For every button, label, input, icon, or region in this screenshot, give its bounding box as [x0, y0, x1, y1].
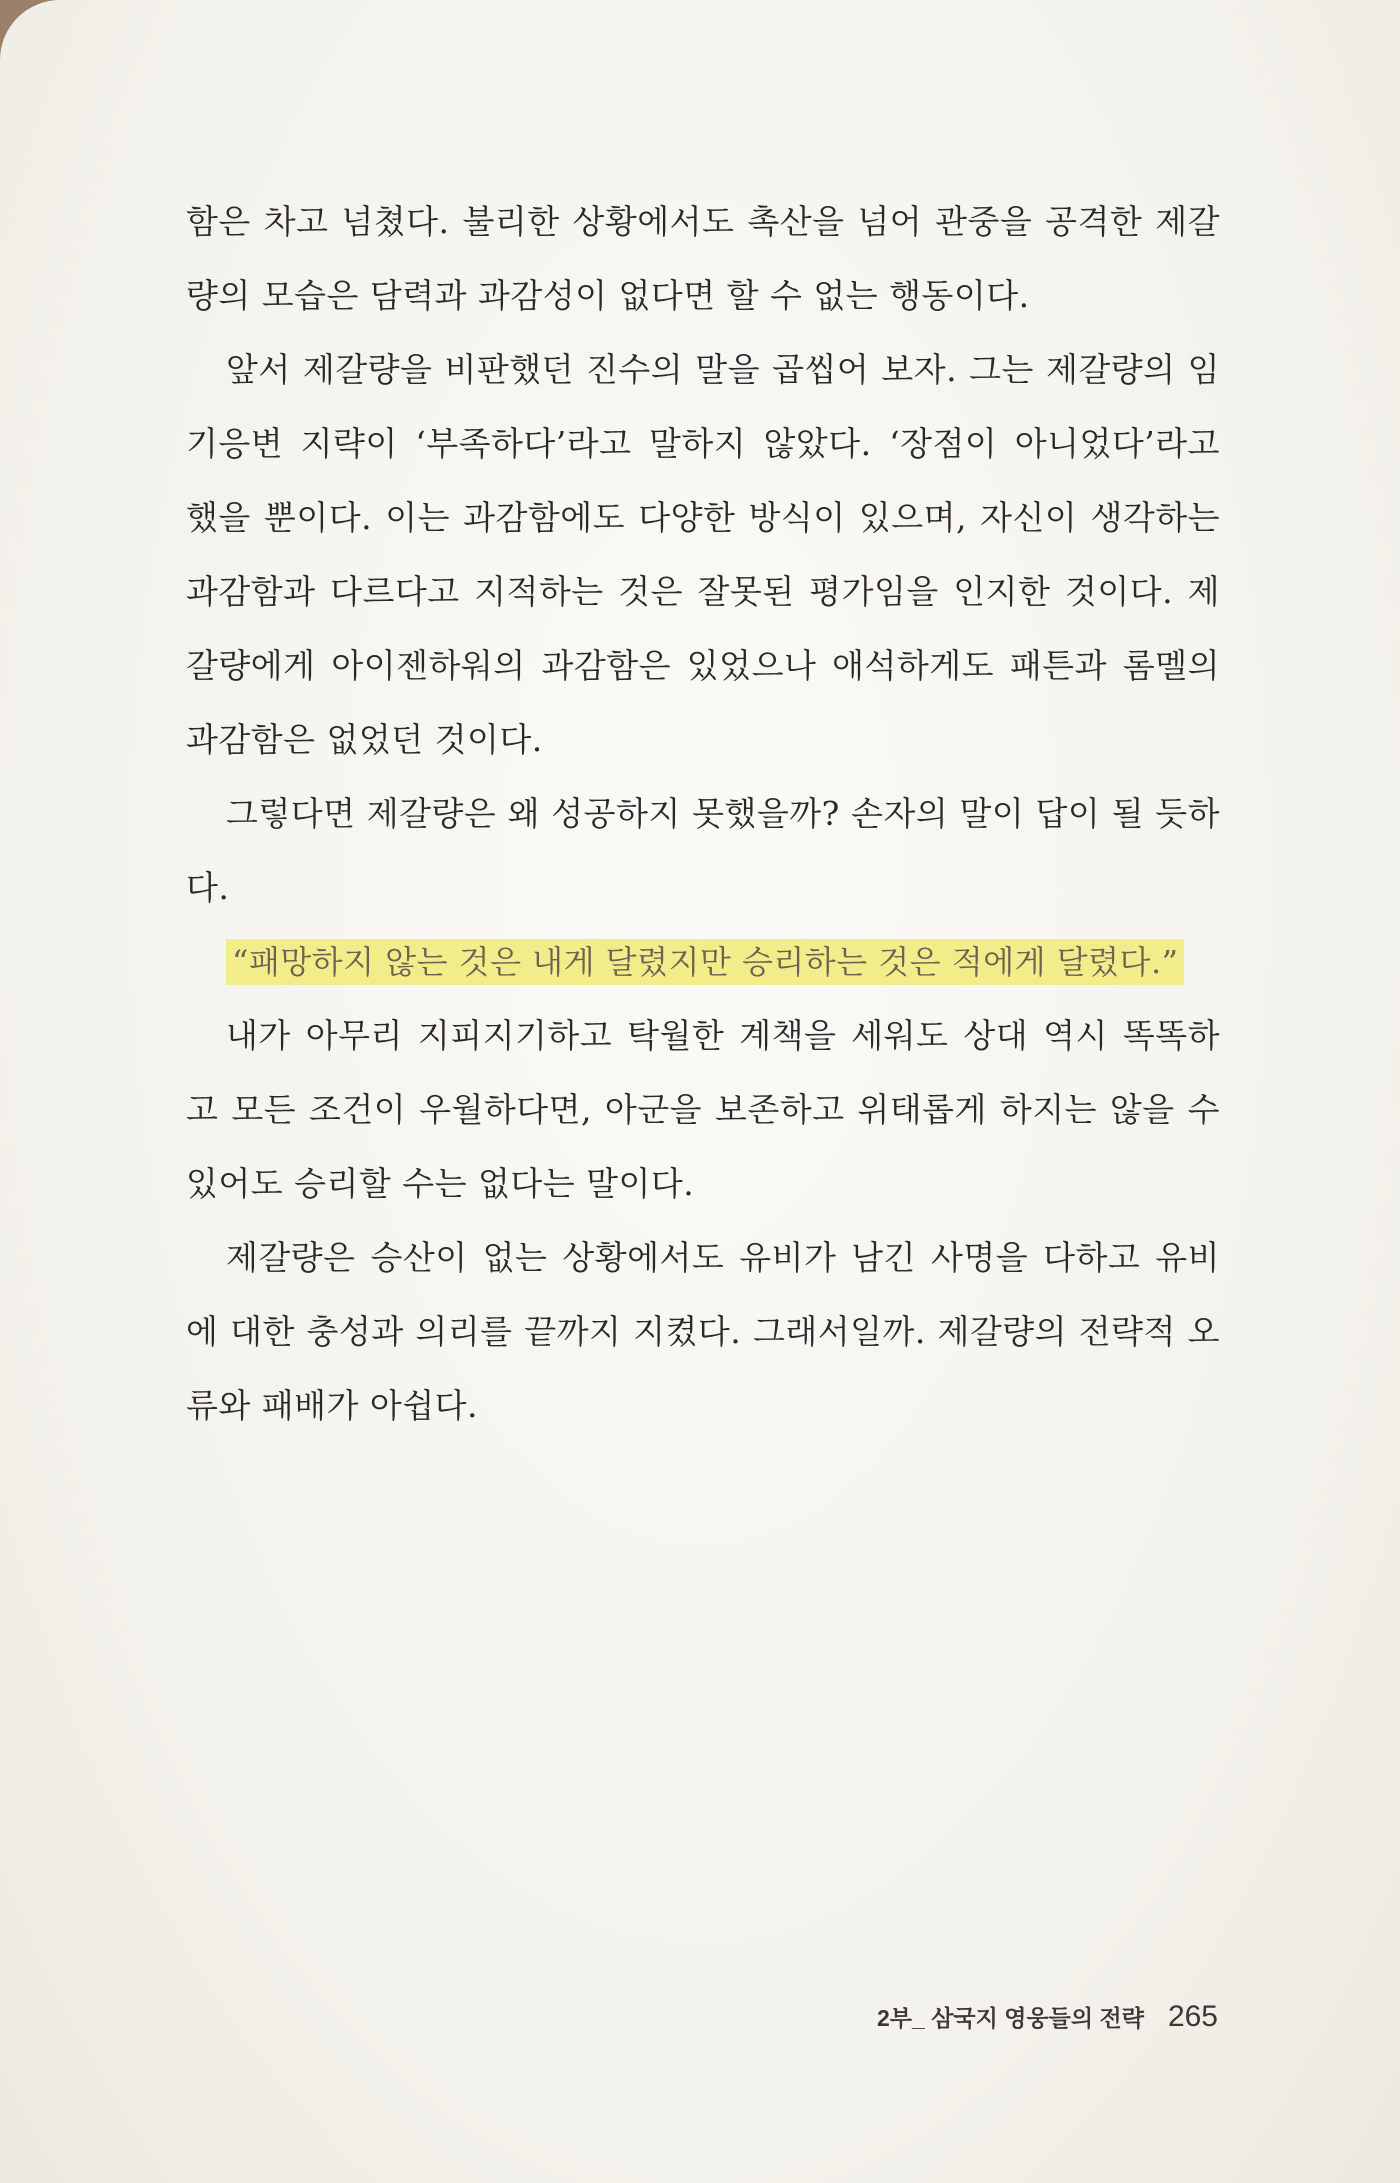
section-title: 2부_ 삼국지 영웅들의 전략	[877, 2005, 1144, 2031]
paragraph-3: 그렇다면 제갈량은 왜 성공하지 못했을까? 손자의 말이 답이 될 듯하다.	[186, 794, 1220, 907]
paragraph-4: 내가 아무리 지피지기하고 탁월한 계책을 세워도 상대 역시 똑똑하고 모든 조건이 우월하다면, 아군을 보존하고 위태롭게 하지는 않을 수 있어도 승리할 수는 없다는 말이다.	[186, 1016, 1220, 1203]
paragraph-5: 제갈량은 승산이 없는 상황에서도 유비가 남긴 사명을 다하고 유비에 대한 충성과 의리를 끝까지 지켰다. 그래서일까. 제갈량의 전략적 오류와 패배가 아쉽다.	[186, 1238, 1220, 1425]
highlighted-quote	[226, 925, 1220, 999]
page-number: 265	[1167, 2000, 1218, 2033]
page-footer	[877, 2000, 1218, 2034]
quote-highlight: “패망하지 않는 것은 내게 달렸지만 승리하는 것은 적에게 달렸다.”	[226, 939, 1184, 985]
paragraph-2: 앞서 제갈량을 비판했던 진수의 말을 곱씹어 보자. 그는 제갈량의 임기응변 지략이 ‘부족하다’라고 말하지 않았다. ‘장점이 아니었다’라고 했을 뿐이다. 이는 과감함에도 다양한 방식이 있으며, 자신이 생각하는 과감함과 다르다고 지적하는 것은 잘못된 평가임을 인지한 것이다. 제갈량에게 아이젠하워의 과감함은 있었으나 애석하게도 패튼과 롬멜의 과감함은 없었던 것이다.	[186, 350, 1220, 759]
paragraph-1: 함은 차고 넘쳤다. 불리한 상황에서도 촉산을 넘어 관중을 공격한 제갈량의 모습은 담력과 과감성이 없다면 할 수 없는 행동이다.	[186, 202, 1220, 315]
body-text	[186, 185, 1220, 1443]
